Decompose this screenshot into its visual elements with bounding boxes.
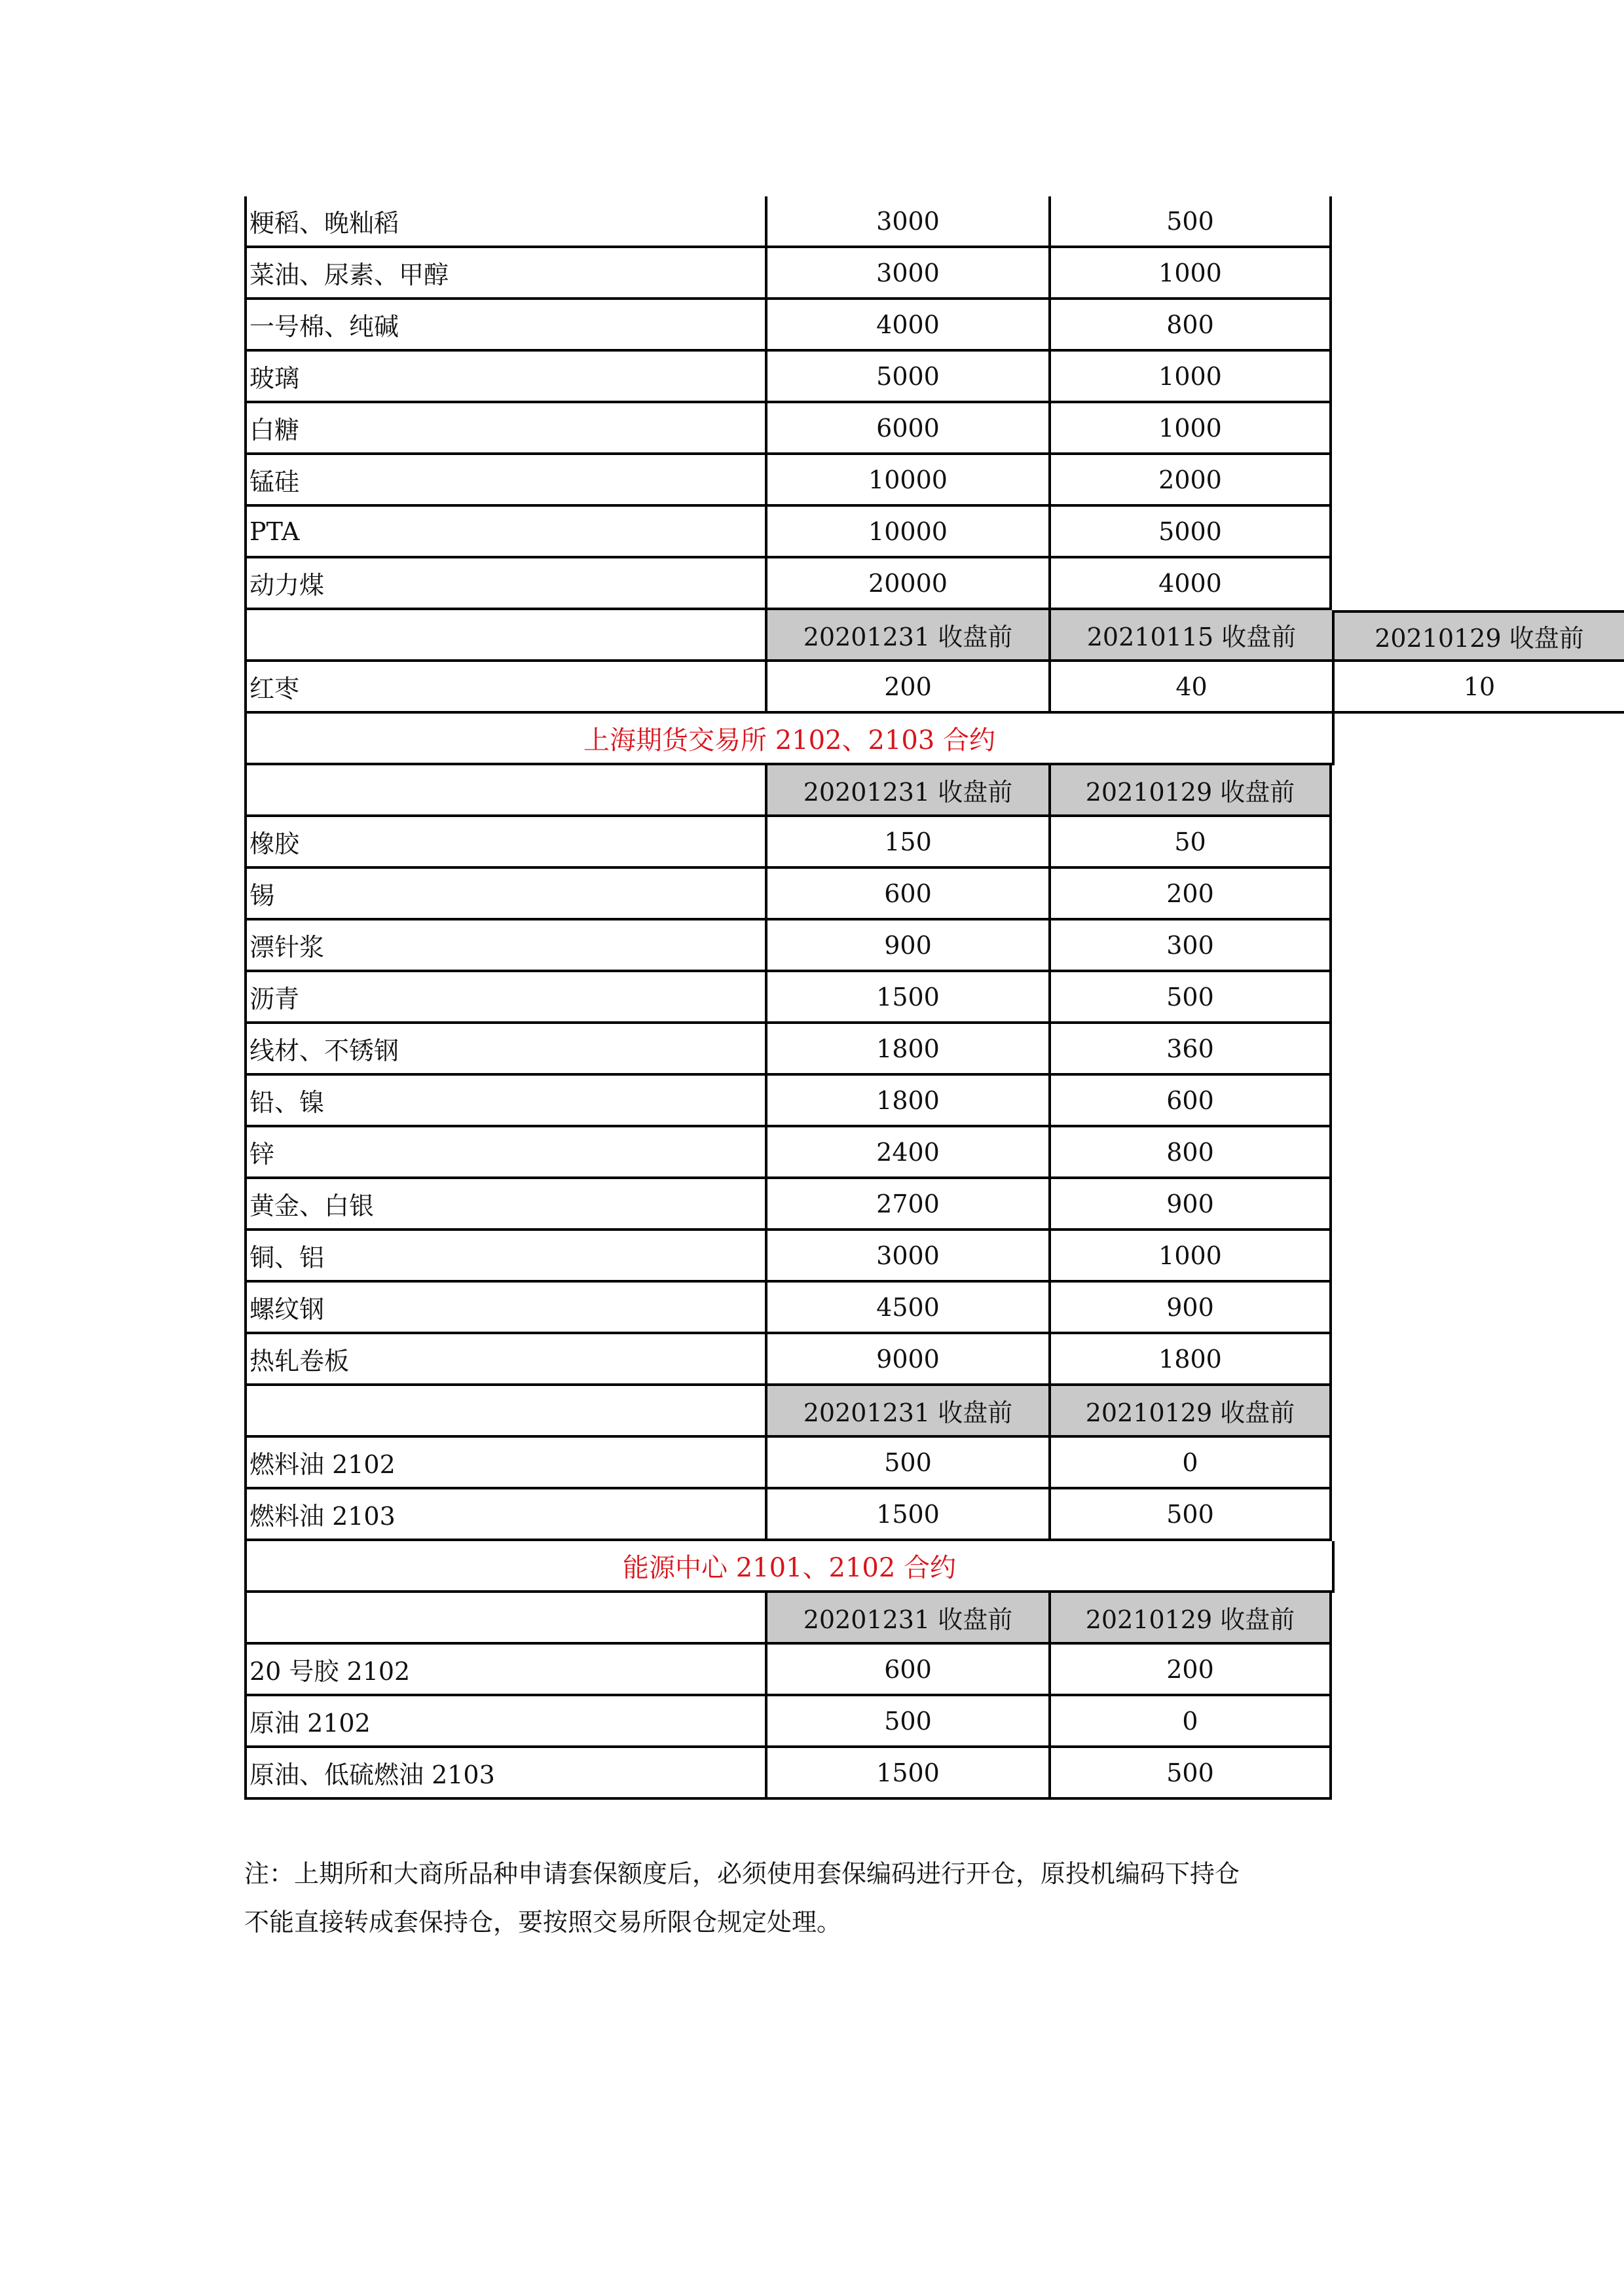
value-cell: 1500 [765,1489,1048,1541]
value-cell: 1000 [1048,248,1332,300]
variety-cell: 锌 [244,1127,765,1179]
section-title: 上海期货交易所 2102、2103 合约 [244,714,1335,765]
value-cell: 1000 [1048,1231,1332,1283]
section-title: 能源中心 2101、2102 合约 [244,1541,1335,1593]
blank-header-cell [244,1593,765,1645]
value-cell: 500 [765,1696,1048,1748]
footnote [244,1850,1357,1946]
value-cell: 3000 [765,248,1048,300]
value-cell: 300 [1048,920,1332,972]
variety-cell: 铅、镍 [244,1076,765,1127]
value-cell: 5000 [765,352,1048,403]
variety-cell: 热轧卷板 [244,1334,765,1386]
variety-cell: 黄金、白银 [244,1179,765,1231]
value-cell: 500 [1048,972,1332,1024]
value-cell: 900 [1048,1179,1332,1231]
blank-header-cell [244,765,765,817]
value-cell: 20000 [765,558,1048,610]
variety-cell: 铜、铝 [244,1231,765,1283]
value-cell: 2400 [765,1127,1048,1179]
value-cell: 4000 [1048,558,1332,610]
variety-cell: 动力煤 [244,558,765,610]
value-cell: 800 [1048,1127,1332,1179]
date-header-cell: 20210129 收盘前 [1048,1386,1332,1438]
value-cell: 10000 [765,507,1048,558]
date-header-cell: 20201231 收盘前 [765,610,1048,662]
variety-cell: 锡 [244,869,765,920]
value-cell: 500 [1048,1489,1332,1541]
value-cell: 3000 [765,196,1048,248]
variety-cell: 红枣 [244,662,765,714]
blank-header-cell [244,610,765,662]
value-cell: 150 [765,817,1048,869]
date-header-cell: 20201231 收盘前 [765,1593,1048,1645]
value-cell: 5000 [1048,507,1332,558]
footnote-line: 注：上期所和大商所品种申请套保额度后，必须使用套保编码进行开仓，原投机编码下持仓 [244,1859,1240,1888]
variety-cell: 橡胶 [244,817,765,869]
value-cell: 1500 [765,1748,1048,1800]
value-cell: 4500 [765,1283,1048,1334]
value-cell: 2700 [765,1179,1048,1231]
value-cell: 2000 [1048,455,1332,507]
value-cell: 900 [765,920,1048,972]
variety-cell: 燃料油 2103 [244,1489,765,1541]
variety-cell: 菜油、尿素、甲醇 [244,248,765,300]
value-cell: 50 [1048,817,1332,869]
value-cell: 500 [1048,196,1332,248]
value-cell: 200 [1048,1645,1332,1696]
variety-cell: 沥青 [244,972,765,1024]
date-header-cell: 20201231 收盘前 [765,1386,1048,1438]
value-cell: 0 [1048,1696,1332,1748]
blank-header-cell [244,1386,765,1438]
value-cell: 360 [1048,1024,1332,1076]
value-cell: 1000 [1048,403,1332,455]
value-cell: 500 [1048,1748,1332,1800]
value-cell: 600 [765,1645,1048,1696]
variety-cell: 燃料油 2102 [244,1438,765,1489]
value-cell: 1800 [765,1024,1048,1076]
date-header-cell: 20210129 收盘前 [1332,610,1624,662]
value-cell: 10000 [765,455,1048,507]
value-cell: 3000 [765,1231,1048,1283]
variety-cell: 线材、不锈钢 [244,1024,765,1076]
date-header-cell: 20210115 收盘前 [1048,610,1332,662]
variety-cell: 20 号胶 2102 [244,1645,765,1696]
value-cell: 6000 [765,403,1048,455]
value-cell: 4000 [765,300,1048,352]
value-cell: 1800 [1048,1334,1332,1386]
date-header-cell: 20201231 收盘前 [765,765,1048,817]
value-cell: 900 [1048,1283,1332,1334]
variety-cell: 漂针浆 [244,920,765,972]
value-cell: 40 [1048,662,1332,714]
variety-cell: PTA [244,507,765,558]
value-cell: 600 [1048,1076,1332,1127]
value-cell: 0 [1048,1438,1332,1489]
footnote-line: 不能直接转成套保持仓，要按照交易所限仓规定处理。 [244,1908,842,1937]
value-cell: 500 [765,1438,1048,1489]
variety-cell: 一号棉、纯碱 [244,300,765,352]
variety-cell: 玻璃 [244,352,765,403]
value-cell: 1500 [765,972,1048,1024]
value-cell: 800 [1048,300,1332,352]
value-cell: 200 [1048,869,1332,920]
value-cell: 10 [1332,662,1624,714]
value-cell: 1800 [765,1076,1048,1127]
value-cell: 9000 [765,1334,1048,1386]
variety-cell: 原油 2102 [244,1696,765,1748]
date-header-cell: 20210129 收盘前 [1048,1593,1332,1645]
date-header-cell: 20210129 收盘前 [1048,765,1332,817]
variety-cell: 粳稻、晚籼稻 [244,196,765,248]
value-cell: 1000 [1048,352,1332,403]
value-cell: 200 [765,662,1048,714]
variety-cell: 锰硅 [244,455,765,507]
variety-cell: 原油、低硫燃油 2103 [244,1748,765,1800]
variety-cell: 螺纹钢 [244,1283,765,1334]
variety-cell: 白糖 [244,403,765,455]
value-cell: 600 [765,869,1048,920]
